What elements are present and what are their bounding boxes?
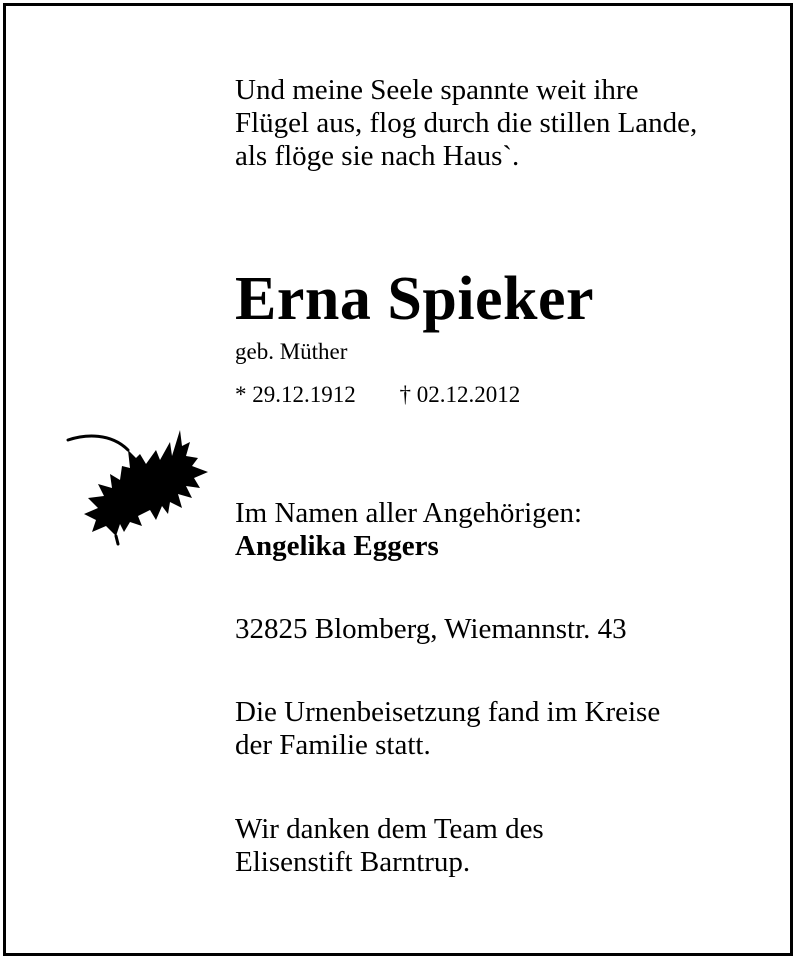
poem-line: Und meine Seele spannte weit ihre (235, 74, 639, 106)
address (235, 613, 627, 646)
burial-note-line: der Familie statt. (235, 729, 431, 761)
poem-quote (235, 74, 697, 173)
maiden-name: geb. Müther (235, 339, 348, 364)
birth-date: * 29.12.1912 (235, 382, 356, 407)
family-name: Angelika Eggers (235, 530, 439, 562)
poem-line: als flöge sie nach Haus`. (235, 140, 520, 172)
life-dates (235, 380, 520, 410)
burial-note (235, 696, 660, 762)
thanks-note-line: Wir danken dem Team des (235, 813, 544, 845)
deceased-name: Erna Spieker (235, 265, 595, 333)
thanks-note (235, 813, 544, 879)
maple-leaf-icon (66, 428, 211, 546)
thanks-note-line: Elisenstift Barntrup. (235, 846, 471, 878)
family-signature (235, 497, 582, 563)
family-intro: Im Namen aller Angehörigen: (235, 497, 583, 529)
death-date: † 02.12.2012 (399, 382, 521, 407)
address-line: 32825 Blomberg, Wiemannstr. 43 (235, 613, 627, 645)
burial-note-line: Die Urnenbeisetzung fand im Kreise (235, 696, 661, 728)
poem-line: Flügel aus, flog durch die stillen Lande, (235, 107, 698, 139)
